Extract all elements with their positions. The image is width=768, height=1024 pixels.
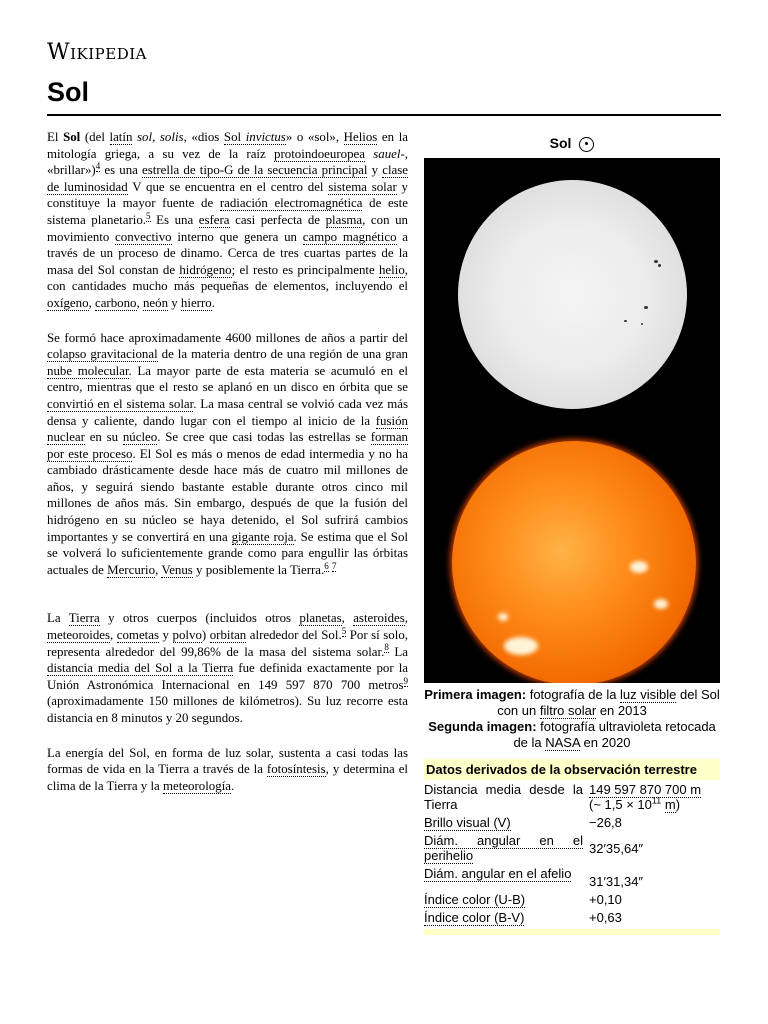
link-diam-angular-perihelio[interactable]: Diám. angular en el perihelio: [424, 833, 583, 863]
row-key: [424, 890, 587, 908]
link-carbono[interactable]: carbono: [94, 295, 137, 310]
page-title: Sol: [47, 77, 90, 107]
link-metro[interactable]: m: [664, 797, 676, 812]
table-row: [424, 780, 720, 813]
row-value: +0,63: [589, 910, 622, 925]
link-luz-visible[interactable]: luz visible: [620, 687, 677, 702]
link-radiacion-electromagnetica[interactable]: radiación electromagnética: [219, 196, 363, 211]
link-forman-proceso[interactable]: forman por este proceso: [47, 430, 408, 461]
link-indice-color-ub[interactable]: Índice color (U-B): [424, 892, 526, 907]
link-meteoroides[interactable]: meteoroides: [47, 628, 110, 643]
reference-8[interactable]: 8: [384, 642, 389, 653]
row-key: [424, 813, 587, 831]
table-row: [424, 908, 720, 926]
reference-6[interactable]: 6: [324, 560, 329, 571]
reference-9[interactable]: 9: [403, 675, 408, 686]
sun-photo-composite[interactable]: [424, 158, 720, 683]
link-helios[interactable]: Helios: [343, 130, 378, 144]
link-protoindoeuropea[interactable]: protoindoeuropea: [274, 146, 365, 161]
row-key: [424, 908, 587, 926]
link-distancia-media[interactable]: distancia media del Sol a la Tierra: [47, 661, 234, 676]
infobox-section-header: Datos derivados de la observación terrestre: [424, 759, 720, 780]
link-gigante-roja[interactable]: gigante roja: [231, 529, 294, 544]
reference-5b[interactable]: 5: [341, 625, 347, 636]
link-filtro-solar[interactable]: filtro solar: [539, 703, 597, 718]
reference-4[interactable]: 4: [95, 160, 101, 171]
sun-visible-light-image: [458, 180, 687, 409]
table-row: [424, 864, 720, 890]
link-mercurio[interactable]: Mercurio: [107, 562, 156, 577]
paragraph-intro: El Sol (del latín sol, solis, «dios Sol invictus» o «sol», Helios en la mitología griega, a su vez de la raíz protoindoeuropea sauel-, «brillar»)$^4$ es una estrella de tipo-G de la secuencia principal y clase de luminosidad V que se encuentra en el centro del sistema solar y constituye la mayor fuente de radiación electromagnética de este sistema planetario.$^5$ Es una esfera casi perfecta de plasma, con un movimiento convectivo interno que genera un campo magnético a través de un proceso de dinamo. Cerca de tres cuartas partes de la masa del Sol constan de hidrógeno; el resto es principalmente helio, con cantidades mucho más pequeñas de elementos, incluyendo el oxígeno, carbono, neón y hierro.: [47, 130, 408, 310]
link-helio[interactable]: helio: [378, 262, 405, 277]
title-divider: [47, 114, 721, 116]
paragraph-orbits: La Tierra y otros cuerpos (incluidos otros planetas, asteroides, meteoroides, cometas y polvo) orbitan alrededor del Sol.$^5$ Por sí solo, representa alrededor del 99,86% de la masa del sistema solar.$^8$ La distancia media del Sol a la Tierra fue definida exactamente por la Unión Astronómica Internacional en 149 597 870 700 metros$^9$ (aproximadamente 150 millones de kilómetros). Su luz recorre esta distancia en 8 minutos y 20 segundos.: [47, 611, 409, 725]
infobox-footer-band: [424, 929, 720, 935]
paragraph-energy: La energía del Sol, en forma de luz solar, sustenta a casi todas las formas de vida en la Tierra a través de la fotosíntesis, y determina el clima de la Tierra y la meteorología.: [47, 745, 408, 793]
infobox-caption: Primera imagen: fotografía de la luz visible del Sol con un filtro solar en 2013 Segunda imagen: fotografía ultravioleta retocada de la NASA en 2020: [424, 687, 720, 750]
link-estrella-tipo-g[interactable]: estrella de tipo-G de la secuencia principal: [142, 163, 368, 178]
link-hierro[interactable]: hierro: [180, 295, 212, 310]
row-key: [424, 864, 587, 890]
sun-symbol-icon: [579, 137, 594, 152]
link-planetas[interactable]: planetas: [299, 611, 342, 626]
link-nasa[interactable]: NASA: [545, 735, 580, 750]
link-latin[interactable]: latín: [109, 130, 133, 144]
reference-7[interactable]: 7: [331, 560, 337, 571]
row-value: +0,10: [589, 892, 622, 907]
link-venus[interactable]: Venus: [161, 562, 193, 577]
link-cometas[interactable]: cometas: [116, 628, 160, 643]
wikipedia-logo[interactable]: Wikipedia: [47, 40, 147, 65]
link-neon[interactable]: neón: [142, 295, 169, 310]
infobox-data-table: [424, 780, 720, 926]
table-row: [424, 890, 720, 908]
link-sol-invictus[interactable]: Sol invictus: [223, 130, 286, 144]
link-colapso-gravitacional[interactable]: colapso gravitacional: [47, 347, 158, 362]
table-row: [424, 813, 720, 831]
row-key: [424, 831, 587, 864]
link-hidrogeno[interactable]: hidrógeno: [179, 262, 232, 277]
link-polvo[interactable]: polvo: [172, 628, 202, 643]
link-orbitan[interactable]: orbitan: [209, 628, 247, 643]
sun-ultraviolet-image: [452, 441, 696, 683]
link-diam-angular-afelio[interactable]: Diám. angular en el afelio: [424, 866, 572, 881]
paragraph-formation: Se formó hace aproximadamente 4600 millones de años a partir del colapso gravitacional de la materia dentro de una región de una gran nube molecular. La mayor parte de esta materia se acumuló en el centro, mientras que el resto se aplanó en un disco en órbita que se convirtió en el sistema solar. La masa central se volvió cada vez más densa y caliente, dando lugar con el tiempo al inicio de la fusión nuclear en su núcleo. Se cree que casi todas las estrellas se forman por este proceso. El Sol es más o menos de edad intermedia y no ha cambiado drásticamente desde hace más de cuatro mil millones de años, y seguirá siendo bastante estable durante otros cinco mil millones de años más. Sin embargo, después de que la fusión del hidrógeno en su núcleo se haya detenido, el Sol sufrirá cambios importantes y se convertirá en una gigante roja. Se estima que el Sol se volverá lo suficientemente grande como para engullir las órbitas actuales de Mercurio, Venus y posiblemente la Tierra.$^6$ $^7$: [47, 330, 408, 577]
row-key: Distancia media desde la Tierra: [424, 782, 583, 812]
link-fotosintesis[interactable]: fotosíntesis: [266, 762, 326, 777]
link-meteorologia[interactable]: meteorología: [162, 778, 231, 793]
link-indice-color-bv[interactable]: Índice color (B-V): [424, 910, 525, 925]
link-clase-luminosidad[interactable]: clase de luminosidad: [47, 163, 408, 194]
row-value: 149 597 870 700 m (~ $1,5 \times 10^{11}$ m): [589, 782, 702, 812]
link-esfera[interactable]: esfera: [198, 212, 230, 227]
table-row: [424, 831, 720, 864]
link-sistema-solar[interactable]: sistema solar: [328, 179, 397, 194]
link-fusion-nuclear[interactable]: fusión nuclear: [47, 413, 408, 445]
link-campo-magnetico[interactable]: campo magnético: [302, 229, 397, 244]
link-brillo-visual[interactable]: Brillo visual (V): [424, 815, 511, 830]
link-nucleo[interactable]: núcleo: [122, 430, 158, 445]
link-oxigeno[interactable]: oxígeno: [47, 295, 89, 310]
link-nube-molecular[interactable]: nube molecular: [47, 363, 129, 378]
link-tierra[interactable]: Tierra: [68, 611, 100, 626]
link-distance-value[interactable]: 149 597 870 700 m: [589, 782, 702, 797]
link-asteroides[interactable]: asteroides: [353, 611, 405, 626]
row-value: 32′35,64″: [589, 841, 644, 856]
bold-term: Sol: [63, 130, 81, 144]
link-convectivo[interactable]: convectivo: [115, 229, 172, 244]
link-plasma[interactable]: plasma: [325, 212, 363, 227]
article-body: [47, 129, 408, 812]
reference-5[interactable]: 5: [146, 210, 151, 221]
infobox: [424, 129, 720, 935]
infobox-title: Sol: [424, 129, 720, 158]
row-value: 31′31,34″: [589, 874, 644, 889]
link-convirtio-sistema-solar[interactable]: convirtió en el sistema solar: [47, 396, 194, 411]
row-value: −26,8: [589, 815, 622, 830]
